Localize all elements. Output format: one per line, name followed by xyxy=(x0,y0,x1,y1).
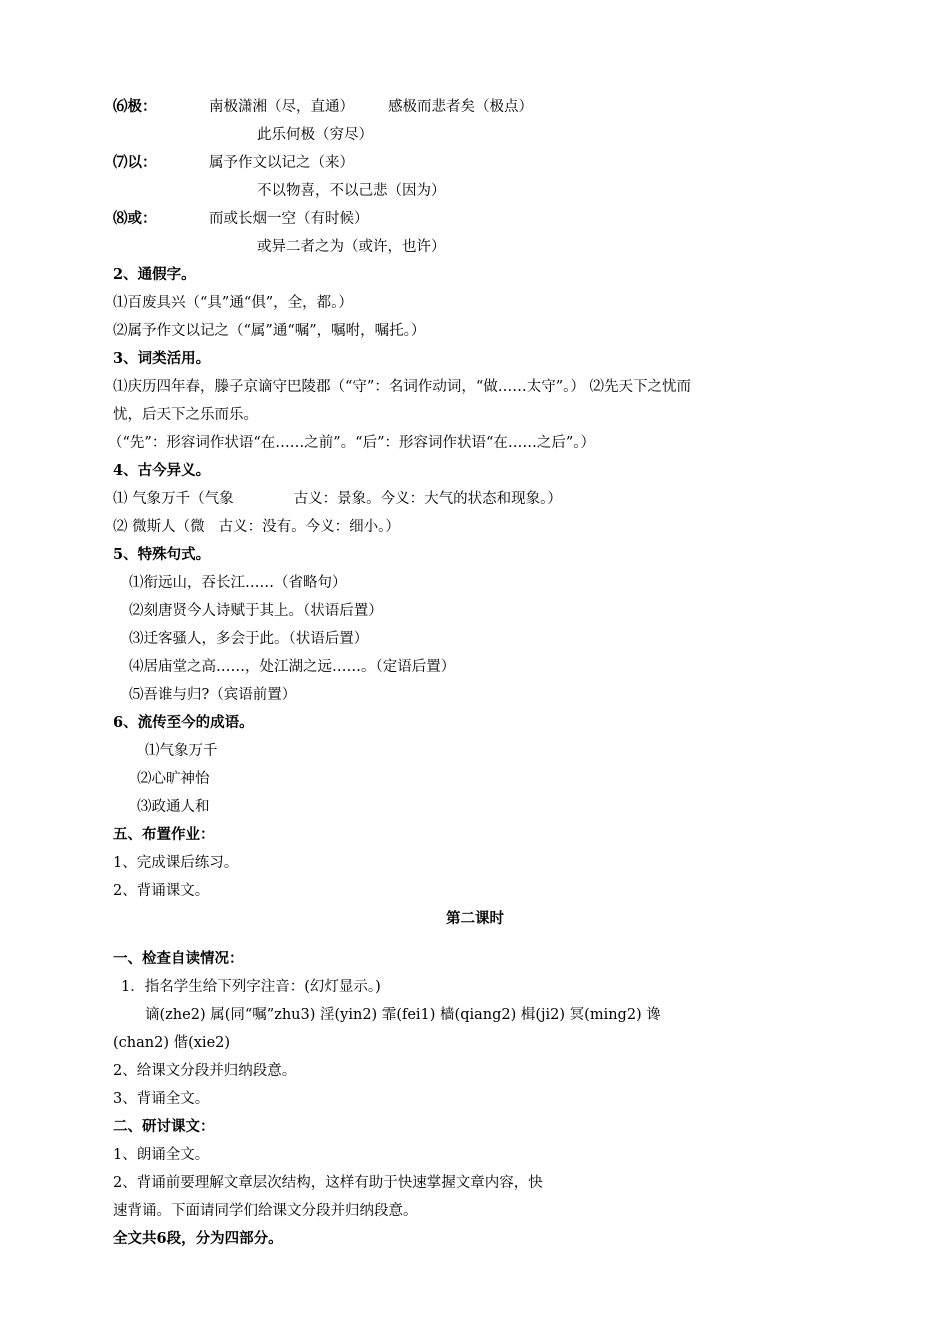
definition-line xyxy=(113,153,843,173)
list-item: （“先”：形容词作状语“在……之前”。“后”：形容词作状语“在……之后”。） xyxy=(108,435,596,451)
list-item: 2、背诵前要理解文章层次结构，这样有助于快速掌握文章内容，快 xyxy=(113,1175,543,1191)
term-label: ⑺以： xyxy=(113,154,157,171)
list-item: 2、背诵课文。 xyxy=(113,883,210,899)
list-item: ⑵心旷神怡 xyxy=(137,771,210,787)
pinyin-line: 谪(zhe2) 属(同“嘱”zhu3) 淫(yin2) 霏(fei1) 樯(qiang2) 楫(ji2) 冥(ming2) 谗 xyxy=(145,1007,661,1023)
list-item: ⑶迁客骚人，多会于此。（状语后置） xyxy=(129,631,369,647)
definition-text: 南极潇湘（尽，直通） xyxy=(209,99,354,115)
definition-text: 而或长烟一空（有时候） xyxy=(209,211,369,227)
list-item-text: ⑴ 气象万千（气象 xyxy=(113,491,234,507)
definition-text: 属予作文以记之（来） xyxy=(209,155,354,171)
list-item: 1、朗诵全文。 xyxy=(113,1147,210,1163)
list-item: 1、完成课后练习。 xyxy=(113,855,239,871)
section-heading: 一、检查自读情况： xyxy=(113,950,244,967)
list-item: ⑴百废具兴（“具”通“俱”，全，都。） xyxy=(113,295,353,311)
list-item: ⑸吾谁与归?（宾语前置） xyxy=(129,687,297,703)
definition-line: 或异二者之为（或许，也许） xyxy=(257,239,446,255)
section-heading: 五、布置作业： xyxy=(113,826,215,843)
list-item-text: ⑵ 微斯人（微 xyxy=(113,519,205,535)
section-heading: 5、特殊句式。 xyxy=(113,546,211,563)
definition-line xyxy=(113,97,843,117)
section-heading: 4、古今异义。 xyxy=(113,462,211,479)
section-heading: 3、词类活用。 xyxy=(113,350,211,367)
list-item-text-2: 古义：景象。今义：大气的状态和现象。） xyxy=(293,491,562,507)
list-item xyxy=(113,489,843,509)
list-item xyxy=(113,517,843,537)
list-item: 2、给课文分段并归纳段意。 xyxy=(113,1063,297,1079)
list-item: ⑴气象万千 xyxy=(145,743,218,759)
section-heading: 6、流传至今的成语。 xyxy=(113,714,254,731)
list-item: ⑵刻唐贤今人诗赋于其上。（状语后置） xyxy=(129,603,383,619)
pinyin-line: (chan2) 偕(xie2) xyxy=(113,1035,231,1051)
list-item: ⑶政通人和 xyxy=(137,799,210,815)
term-label: ⑻或： xyxy=(113,210,157,227)
section-heading: 2、通假字。 xyxy=(113,266,196,283)
definition-line: 不以物喜，不以己悲（因为） xyxy=(257,183,446,199)
definition-text-2: 感极而悲者矣（极点） xyxy=(388,99,533,115)
summary-line: 全文共6段，分为四部分。 xyxy=(113,1230,283,1247)
list-item-text-2: 古义：没有。今义：细小。） xyxy=(218,519,400,535)
list-item: ⑴衔远山，吞长江……（省略句） xyxy=(129,575,347,591)
list-item: 忧，后天下之乐而乐。 xyxy=(113,407,258,423)
lesson-title: 第二课时 xyxy=(446,910,504,927)
term-label: ⑹极： xyxy=(113,98,157,115)
list-item: 3、背诵全文。 xyxy=(113,1091,210,1107)
section-heading: 二、研讨课文： xyxy=(113,1118,215,1135)
definition-line xyxy=(113,209,843,229)
list-item: ⑵属予作文以记之（“属”通“嘱”，嘱咐，嘱托。） xyxy=(113,323,426,339)
list-item: 1．指名学生给下列字注音：(幻灯显示。) xyxy=(121,979,381,995)
definition-line: 此乐何极（穷尽） xyxy=(257,127,373,143)
list-item: ⑷居庙堂之高……，处江湖之远……。（定语后置） xyxy=(129,659,456,675)
list-item: ⑴庆历四年春，滕子京谪守巴陵郡（“守”：名词作动词，“做……太守”。） ⑵先天下之忧而 xyxy=(113,379,692,395)
list-item: 速背诵。下面请同学们给课文分段并归纳段意。 xyxy=(113,1203,418,1219)
